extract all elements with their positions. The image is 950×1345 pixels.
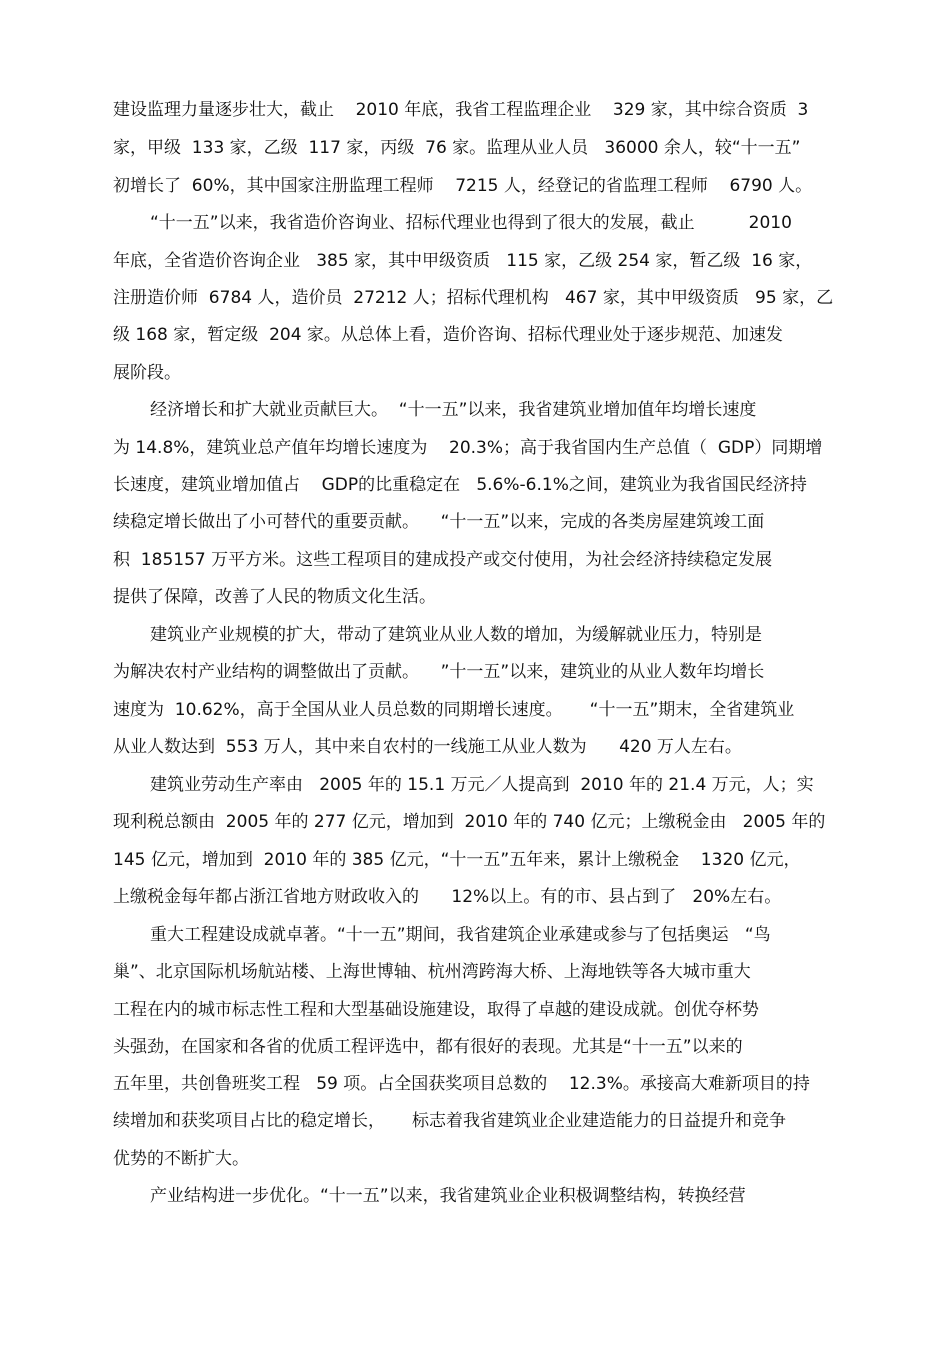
text-line: 重大工程建设成就卓著。“十一五”期间，我省建筑企业承建或参与了包括奥运 “鸟 — [150, 925, 771, 945]
text-line: 145 亿元，增加到 2010 年的 385 亿元，“十一五”五年来，累计上缴税金 1320 亿元， — [113, 850, 801, 870]
text-line: 现利税总额由 2005 年的 277 亿元，增加到 2010 年的 740 亿元；上缴税金由 2005 年的 — [113, 812, 826, 832]
text-line: 年底，全省造价咨询企业 385 家，其中甲级资质 115 家，乙级 254 家，暂乙级 16 家， — [113, 251, 813, 271]
text-line: 展阶段。 — [113, 363, 181, 383]
text-line: 为解决农村产业结构的调整做出了贡献。 ”十一五”以来，建筑业的从业人数年均增长 — [113, 662, 765, 682]
text-line: 积 185157 万平方米。这些工程项目的建成投产或交付使用，为社会经济持续稳定发展 — [113, 550, 773, 570]
text-line: 建筑业产业规模的扩大，带动了建筑业从业人数的增加，为缓解就业压力，特别是 — [150, 625, 762, 645]
text-line: 经济增长和扩大就业贡献巨大。 “十一五”以来，我省建筑业增加值年均增长速度 — [150, 400, 757, 420]
text-line: 上缴税金每年都占浙江省地方财政收入的 12%以上。有的市、县占到了 20%左右。 — [113, 887, 782, 907]
text-line: 长速度，建筑业增加值占 GDP的比重稳定在 5.6%-6.1%之间，建筑业为我省国民经济持 — [113, 475, 807, 495]
text-line: 建设监理力量逐步壮大，截止 2010 年底，我省工程监理企业 329 家，其中综合资质 3 — [113, 100, 809, 120]
text-line: 速度为 10.62%，高于全国从业人员总数的同期增长速度。 “十一五”期末，全省建筑业 — [113, 700, 795, 720]
text-line: 从业人数达到 553 万人，其中来自农村的一线施工从业人数为 420 万人左右。 — [113, 737, 742, 757]
text-line: “十一五”以来，我省造价咨询业、招标代理业也得到了很大的发展，截止 2010 — [150, 213, 792, 233]
text-line: 家，甲级 133 家，乙级 117 家，丙级 76 家。监理从业人员 36000 余人，较“十一五” — [113, 138, 801, 158]
text-line: 级 168 家，暂定级 204 家。从总体上看，造价咨询、招标代理业处于逐步规范、加速发 — [113, 325, 783, 345]
text-line: 工程在内的城市标志性工程和大型基础设施建设，取得了卓越的建设成就。创优夺杯势 — [113, 1000, 759, 1020]
text-line: 建筑业劳动生产率由 2005 年的 15.1 万元／人提高到 2010 年的 21.4 万元，人；实 — [150, 775, 814, 795]
text-line: 初增长了 60%，其中国家注册监理工程师 7215 人，经登记的省监理工程师 6790 人。 — [113, 176, 813, 196]
text-line: 注册造价师 6784 人，造价员 27212 人；招标代理机构 467 家，其中甲级资质 95 家，乙 — [113, 288, 834, 308]
text-line: 产业结构进一步优化。“十一五”以来，我省建筑业企业积极调整结构，转换经营 — [150, 1186, 746, 1206]
text-line: 巢”、北京国际机场航站楼、上海世博轴、杭州湾跨海大桥、上海地铁等各大城市重大 — [113, 962, 751, 982]
text-line: 五年里，共创鲁班奖工程 59 项。占全国获奖项目总数的 12.3%。承接高大难新项目的持 — [113, 1074, 810, 1094]
text-line: 续稳定增长做出了小可替代的重要贡献。 “十一五”以来，完成的各类房屋建筑竣工面 — [113, 512, 765, 532]
text-line: 续增加和获奖项目占比的稳定增长， 标志着我省建筑业企业建造能力的日益提升和竞争 — [113, 1111, 787, 1131]
text-line: 提供了保障，改善了人民的物质文化生活。 — [113, 587, 436, 607]
text-line: 头强劲，在国家和各省的优质工程评选中，都有很好的表现。尤其是“十一五”以来的 — [113, 1037, 743, 1057]
text-line: 优势的不断扩大。 — [113, 1149, 249, 1169]
text-line: 为 14.8%，建筑业总产值年均增长速度为 20.3%；高于我省国内生产总值（ GDP）同期增 — [113, 438, 823, 458]
